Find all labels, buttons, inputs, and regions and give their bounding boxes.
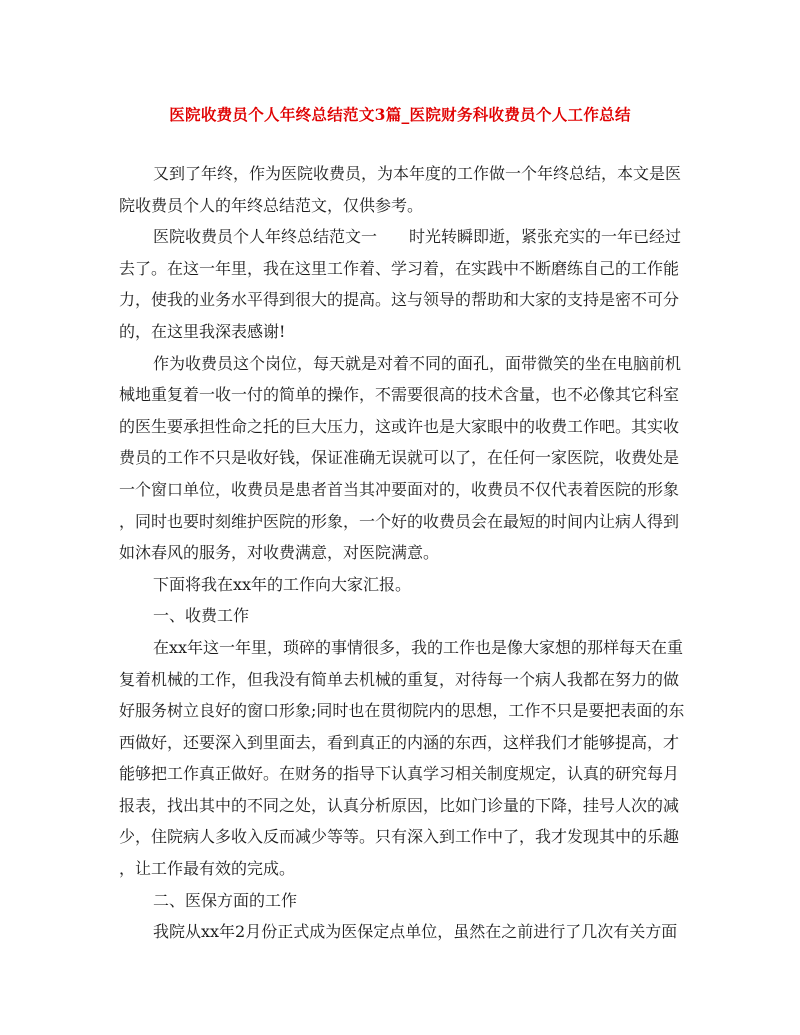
- text-line: 好服务树立良好的窗口形象;同时也在贯彻院内的思想，工作不只是要把表面的东: [119, 701, 685, 721]
- text-line: 医院收费员个人年终总结范文一 时光转瞬即逝，紧张充实的一年已经过: [153, 227, 682, 247]
- text-line: 在xx年这一年里，琐碎的事情很多，我的工作也是像大家想的那样每天在重: [153, 637, 684, 657]
- text-line: 的，在这里我深表感谢!: [119, 321, 286, 341]
- text-line: 械地重复着一收一付的简单的操作，不需要很高的技术含量，也不必像其它科室: [119, 385, 680, 405]
- text-line: 如沐春风的服务，对收费满意，对医院满意。: [119, 543, 440, 563]
- text-line: 少，住院病人多收入反而减少等等。只有深入到工作中了，我才发现其中的乐趣: [119, 827, 680, 847]
- text-line: 作为收费员这个岗位，每天就是对着不同的面孔，面带微笑的坐在电脑前机: [153, 353, 682, 373]
- text-line: ，让工作最有效的完成。: [119, 859, 296, 879]
- text-line: 费员的工作不只是收好钱，保证准确无误就可以了，在任何一家医院，收费处是: [119, 448, 680, 468]
- text-line: 力，使我的业务水平得到很大的提高。这与领导的帮助和大家的支持是密不可分: [119, 290, 680, 310]
- text-line: 院收费员个人的年终总结范文，仅供参考。: [119, 195, 424, 215]
- text-line: 下面将我在xx年的工作向大家汇报。: [153, 574, 412, 594]
- text-line: 一个窗口单位，收费员是患者首当其冲要面对的，收费员不仅代表着医院的形象: [119, 479, 680, 499]
- text-line: 西做好，还要深入到里面去，看到真正的内涵的东西，这样我们才能够提高，才: [119, 732, 680, 752]
- text-line: 复着机械的工作，但我没有简单去机械的重复，对待每一个病人我都在努力的做: [119, 669, 680, 689]
- text-line: 去了。在这一年里，我在这里工作着、学习着，在实践中不断磨练自己的工作能: [119, 258, 680, 278]
- section-heading: 一、收费工作: [153, 606, 250, 626]
- text-line: 的医生要承担性命之托的巨大压力，这或许也是大家眼中的收费工作吧。其实收: [119, 416, 680, 436]
- text-line: ，同时也要时刻维护医院的形象，一个好的收费员会在最短的时间内让病人得到: [119, 511, 680, 531]
- document-body: [119, 158, 685, 948]
- document-title: 医院收费员个人年终总结范文3篇_医院财务科收费员个人工作总结: [169, 105, 631, 124]
- text-line: 我院从xx年2月份正式成为医保定点单位，虽然在之前进行了几次有关方面: [153, 922, 678, 942]
- text-line: 能够把工作真正做好。在财务的指导下认真学习相关制度规定，认真的研究每月: [119, 764, 680, 784]
- text-line: 又到了年终，作为医院收费员，为本年度的工作做一个年终总结，本文是医: [153, 164, 682, 183]
- text-line: 报表，找出其中的不同之处，认真分析原因，比如门诊量的下降，挂号人次的减: [119, 795, 680, 815]
- section-heading: 二、医保方面的工作: [153, 890, 298, 910]
